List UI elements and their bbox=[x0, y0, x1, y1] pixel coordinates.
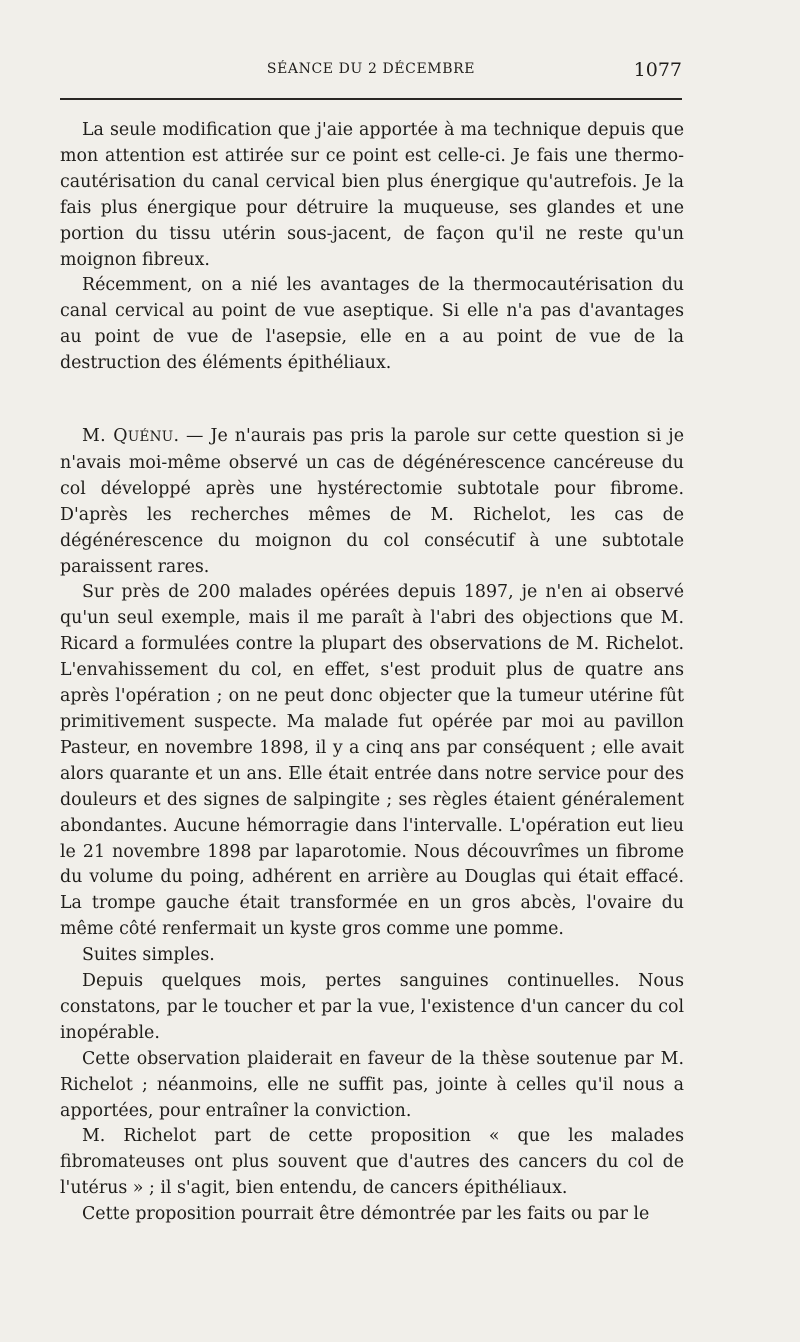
paragraph: Suites simples. bbox=[82, 945, 215, 966]
paragraph: Cette proposition pourrait être démontrée par les faits ou par le bbox=[82, 1204, 650, 1225]
paragraph: M. Richelot part de cette proposition « que les malades fibromateuses ont plus souvent que d'autres des cancers du col de l'utérus » ; il s'agit, bien entendu, de cancers épithéliaux. bbox=[60, 1126, 684, 1199]
paragraph-quenu: M. QUÉNU. — Je n'aurais pas pris la parole sur cette question si je n'avais moi-même observé un cas de dégénérescence cancéreuse du col développé après une hystérectomie subtotale pour fibrome. D'après les recherches mêmes de M. Richelot, les cas de dégénérescence du moignon du col consécutif à une subtotale paraissent rares. bbox=[60, 426, 684, 577]
text-block-lower bbox=[60, 424, 684, 1228]
paragraph: La seule modification que j'aie apportée à ma technique depuis que mon attention est attirée sur ce point est celle-ci. Je fais une thermo-cautérisation du canal cervical bien plus énergique qu'autrefois. Je la fais plus énergique pour détruire la muqueuse, ses glandes et une portion du tissu utérin sous-jacent, de façon qu'il ne reste qu'un moignon fibreux. bbox=[60, 120, 684, 270]
running-title: SÉANCE DU 2 DÉCEMBRE bbox=[266, 61, 476, 77]
header-rule bbox=[60, 98, 682, 100]
paragraph: Récemment, on a nié les avantages de la thermocautérisation du canal cervical au point de vue aseptique. Si elle n'a pas d'avantages au point de vue de l'asepsie, elle en a au point de vue de la destruction des éléments épithéliaux. bbox=[60, 275, 684, 374]
paragraph: Sur près de 200 malades opérées depuis 1897, je n'en ai observé qu'un seul exemple, mais il me paraît à l'abri des objections que M. Ricard a formulées contre la plupart des observations de M. Richelot. L'envahissement du col, en effet, s'est produit plus de quatre ans après l'opération ; on ne peut donc objecter que la tumeur utérine fût primitivement suspecte. Ma malade fut opérée par moi au pavillon Pasteur, en novembre 1898, il y a cinq ans par conséquent ; elle avait alors quarante et un ans. Elle était entrée dans notre service pour des douleurs et des signes de salpingite ; ses règles étaient généralement abondantes. Aucune hémorragie dans l'intervalle. L'opération eut lieu le 21 novembre 1898 par laparotomie. Nous découvrîmes un fibrome du volume du poing, adhérent en arrière au Douglas qui était effacé. La trompe gauche était transformée en un gros abcès, l'ovaire du même côté renfermait un kyste gros comme une pomme. bbox=[60, 582, 684, 940]
page-number: 1077 bbox=[633, 59, 682, 81]
page-header bbox=[60, 61, 682, 85]
speaker-name: M. QUÉNU bbox=[82, 426, 174, 446]
text-block-upper bbox=[60, 118, 684, 377]
paragraph: Cette observation plaiderait en faveur de la thèse soutenue par M. Richelot ; néanmoins, elle ne suffit pas, jointe à celles qu'il nous a apportées, pour entraîner la conviction. bbox=[60, 1048, 684, 1121]
paragraph: Depuis quelques mois, pertes sanguines continuelles. Nous constatons, par le toucher et par la vue, l'existence d'un cancer du col inopérable. bbox=[60, 971, 684, 1043]
